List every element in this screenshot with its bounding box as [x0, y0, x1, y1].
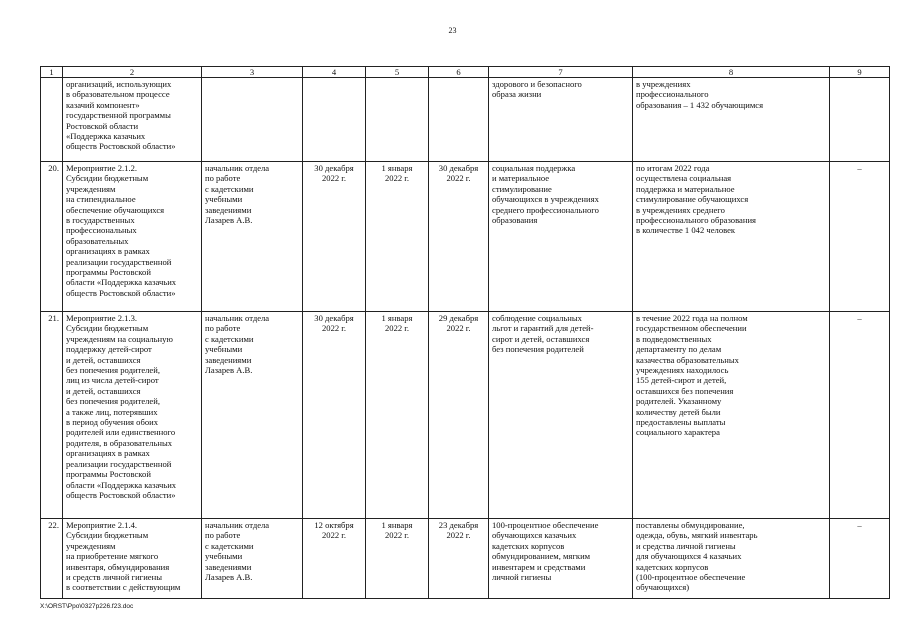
cell-deadline: 30 декабря 2022 г.: [303, 312, 366, 519]
header-col-3: 3: [202, 67, 303, 78]
header-col-1: 1: [41, 67, 63, 78]
cell-event: организаций, использующих в образовательном процессе казачий компонент» государственной программы Ростовской области «Поддержка казачьих обществ Ростовской области»: [63, 78, 202, 162]
cell-deadline: 30 декабря 2022 г.: [303, 162, 366, 312]
cell-actual-result: поставлены обмундирование, одежда, обувь, мягкий инвентарь и средства личной гигиены для обучающихся 4 казачьих кадетских корпусов (100-процентное обеспечение обучающихся): [633, 519, 830, 599]
cell-event: Мероприятие 2.1.3. Субсидии бюджетным учреждениям на социальную поддержку детей-сирот и детей, оставшихся без попечения родителей, лиц из числа детей-сирот и детей, оставшихся без попечения родителей, а также лиц, потерявших в период обучения обоих родителей или единственного родителя, в образовательных организациях в рамках реализации государственной программы Ростовской области «Поддержка казачьих обществ Ростовской области»: [63, 312, 202, 519]
row-number: 20.: [41, 162, 63, 312]
header-row: [41, 67, 890, 78]
row-number: 22.: [41, 519, 63, 599]
cell-start: 1 января 2022 г.: [366, 312, 429, 519]
header-col-5: 5: [366, 67, 429, 78]
table-row: [41, 519, 890, 599]
cell-executor: начальник отдела по работе с кадетскими учебными заведениями Лазарев А.В.: [202, 162, 303, 312]
cell-num: [41, 78, 63, 162]
cell-notes: –: [830, 519, 890, 599]
header-col-6: 6: [429, 67, 489, 78]
cell-notes: –: [830, 162, 890, 312]
cell-deadline: [303, 78, 366, 162]
cell-end: 30 декабря 2022 г.: [429, 162, 489, 312]
cell-start: [366, 78, 429, 162]
report-table: [40, 66, 890, 599]
cell-expected-result: соблюдение социальных льгот и гарантий для детей- сирот и детей, оставшихся без попечения родителей: [489, 312, 633, 519]
cell-expected-result: социальная поддержка и материальное стимулирование обучающихся в учреждениях среднего профессионального образования: [489, 162, 633, 312]
cell-end: 23 декабря 2022 г.: [429, 519, 489, 599]
row-number: 21.: [41, 312, 63, 519]
cell-deadline: 12 октября 2022 г.: [303, 519, 366, 599]
table-row-continuation: [41, 78, 890, 162]
cell-event: Мероприятие 2.1.2. Субсидии бюджетным учреждениям на стипендиальное обеспечение обучающихся в государственных профессиональных образовательных организациях в рамках реализации государственной программы Ростовской области «Поддержка казачьих обществ Ростовской области»: [63, 162, 202, 312]
header-col-4: 4: [303, 67, 366, 78]
cell-notes: –: [830, 312, 890, 519]
cell-event: Мероприятие 2.1.4. Субсидии бюджетным учреждениям на приобретение мягкого инвентаря, обмундирования и средств личной гигиены в соответствии с действующим: [63, 519, 202, 599]
page-number: 23: [448, 26, 457, 35]
table-row: [41, 162, 890, 312]
header-col-8: 8: [633, 67, 830, 78]
cell-executor: [202, 78, 303, 162]
cell-notes: [830, 78, 890, 162]
cell-executor: начальник отдела по работе с кадетскими учебными заведениями Лазарев А.В.: [202, 312, 303, 519]
header-col-7: 7: [489, 67, 633, 78]
header-col-2: 2: [63, 67, 202, 78]
cell-expected-result: здорового и безопасного образа жизни: [489, 78, 633, 162]
file-path: X:\ORST\Ppo\0327p226.f23.doc: [40, 603, 134, 610]
cell-actual-result: в течение 2022 года на полном государственном обеспечении в подведомственных департаменту по делам казачества образовательных учреждениях находилось 155 детей-сирот и детей, оставшихся без попечения родителей. Указанному количеству детей были предоставлены выплаты социального характера: [633, 312, 830, 519]
cell-start: 1 января 2022 г.: [366, 519, 429, 599]
cell-start: 1 января 2022 г.: [366, 162, 429, 312]
cell-end: 29 декабря 2022 г.: [429, 312, 489, 519]
table-row: [41, 312, 890, 519]
cell-executor: начальник отдела по работе с кадетскими учебными заведениями Лазарев А.В.: [202, 519, 303, 599]
cell-end: [429, 78, 489, 162]
header-col-9: 9: [830, 67, 890, 78]
cell-expected-result: 100-процентное обеспечение обучающихся казачьих кадетских корпусов обмундированием, мягким инвентарем и средствами личной гигиены: [489, 519, 633, 599]
cell-actual-result: по итогам 2022 года осуществлена социальная поддержка и материальное стимулирование обучающихся в учреждениях среднего профессионального образования в количестве 1 042 человек: [633, 162, 830, 312]
cell-actual-result: в учреждениях профессионального образования – 1 432 обучающимся: [633, 78, 830, 162]
